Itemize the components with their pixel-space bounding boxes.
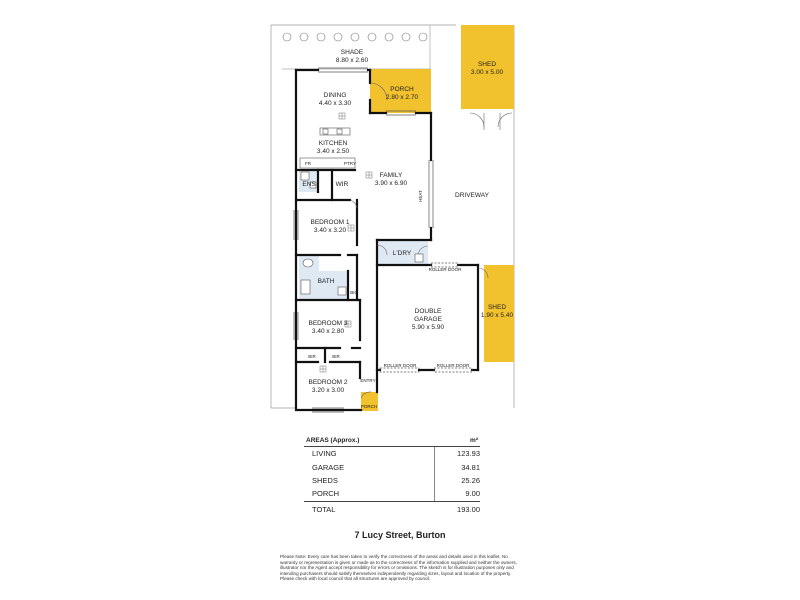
dims-garage: 5.90 x 5.90 bbox=[411, 324, 445, 331]
areas-body bbox=[304, 447, 480, 502]
label-garage-2: GARAGE bbox=[414, 316, 442, 323]
label-shed-right: SHED bbox=[487, 304, 507, 311]
areas-row bbox=[304, 460, 480, 473]
areas-table bbox=[304, 437, 480, 514]
label-fr: FR bbox=[305, 161, 311, 166]
areas-total-row bbox=[304, 502, 480, 514]
label-bir-2: BIR bbox=[332, 354, 340, 359]
dims-dining: 4.40 x 3.30 bbox=[318, 100, 352, 107]
dims-bedroom3: 3.40 x 2.80 bbox=[311, 328, 345, 335]
label-roller-door-top: ROLLER DOOR bbox=[428, 267, 462, 272]
areas-unit: m² bbox=[470, 437, 478, 444]
property-address: 7 Lucy Street, Burton bbox=[354, 530, 446, 540]
label-ptry: PTRY bbox=[344, 161, 356, 166]
label-entry: ENTRY bbox=[360, 378, 376, 383]
area-value: 25.26 bbox=[461, 475, 480, 485]
areas-row bbox=[304, 474, 480, 487]
area-value: 123.93 bbox=[457, 449, 480, 459]
label-bedroom2: BEDROOM 2 bbox=[308, 379, 348, 386]
areas-row bbox=[304, 447, 480, 460]
label-garage-1: DOUBLE bbox=[414, 308, 442, 315]
dims-kitchen: 3.40 x 2.50 bbox=[316, 148, 350, 155]
label-heat: HEAT bbox=[418, 190, 423, 202]
areas-header bbox=[304, 437, 480, 447]
total-value: 193.00 bbox=[457, 504, 480, 514]
area-name: SHEDS bbox=[312, 475, 338, 485]
label-shed-top: SHED bbox=[477, 61, 497, 68]
label-dining: DINING bbox=[323, 92, 347, 99]
area-value: 9.00 bbox=[465, 489, 480, 499]
dims-shade: 8.80 x 2.60 bbox=[335, 57, 369, 64]
area-name: PORCH bbox=[312, 489, 340, 499]
dims-shed-top: 3.00 x 5.00 bbox=[470, 69, 504, 76]
dims-shed-right: 1.90 x 5.40 bbox=[480, 312, 514, 319]
label-roller-door-br: ROLLER DOOR bbox=[436, 363, 470, 368]
label-roller-door-bl: ROLLER DOOR bbox=[383, 363, 417, 368]
label-bedroom1: BEDROOM 1 bbox=[310, 219, 350, 226]
area-name: LIVING bbox=[312, 449, 337, 459]
areas-divider bbox=[434, 447, 435, 501]
label-ens: ENS bbox=[302, 181, 316, 188]
area-name: GARAGE bbox=[312, 462, 345, 472]
trees bbox=[283, 33, 427, 41]
label-shade: SHADE bbox=[340, 49, 364, 56]
label-driveway: DRIVEWAY bbox=[455, 192, 489, 199]
label-kitchen: KITCHEN bbox=[318, 140, 348, 147]
total-name: TOTAL bbox=[312, 504, 336, 514]
label-porch-front: PORCH bbox=[390, 86, 414, 93]
label-bir-1: BIR bbox=[308, 354, 316, 359]
label-bath: BATH bbox=[317, 278, 335, 285]
dims-porch-front: 2.80 x 2.70 bbox=[385, 94, 419, 101]
label-bedroom3: BEDROOM 3 bbox=[308, 320, 348, 327]
disclaimer: Please Note: Every care has been taken to verify the correctness of the areas and details used in this leaflet. No warranty or representation is given or made as to the correctness of the information supplied and neither the owners, illustrator nor the Agent accept responsibility for errors or omissions. The sketch is for illustration purposes only and intending purchasers should satisfy themselves independently regarding sizes, layout and location of the property. Please check with local council that all structures are approved by council. bbox=[280, 554, 517, 582]
dims-bedroom1: 3.40 x 3.20 bbox=[313, 227, 347, 234]
label-ldry: L'DRY bbox=[392, 250, 412, 257]
label-porch-small: PORCH bbox=[360, 404, 378, 409]
area-value: 34.81 bbox=[461, 462, 480, 472]
areas-title: AREAS (Approx.) bbox=[306, 437, 360, 444]
dims-bedroom2: 3.20 x 3.00 bbox=[311, 387, 345, 394]
label-family: FAMILY bbox=[379, 172, 403, 179]
dims-family: 3.90 x 6.90 bbox=[374, 180, 408, 187]
areas-row bbox=[304, 487, 480, 500]
label-wir: WIR bbox=[335, 181, 349, 188]
walls bbox=[296, 70, 478, 410]
label-bic: BIC bbox=[350, 290, 358, 295]
